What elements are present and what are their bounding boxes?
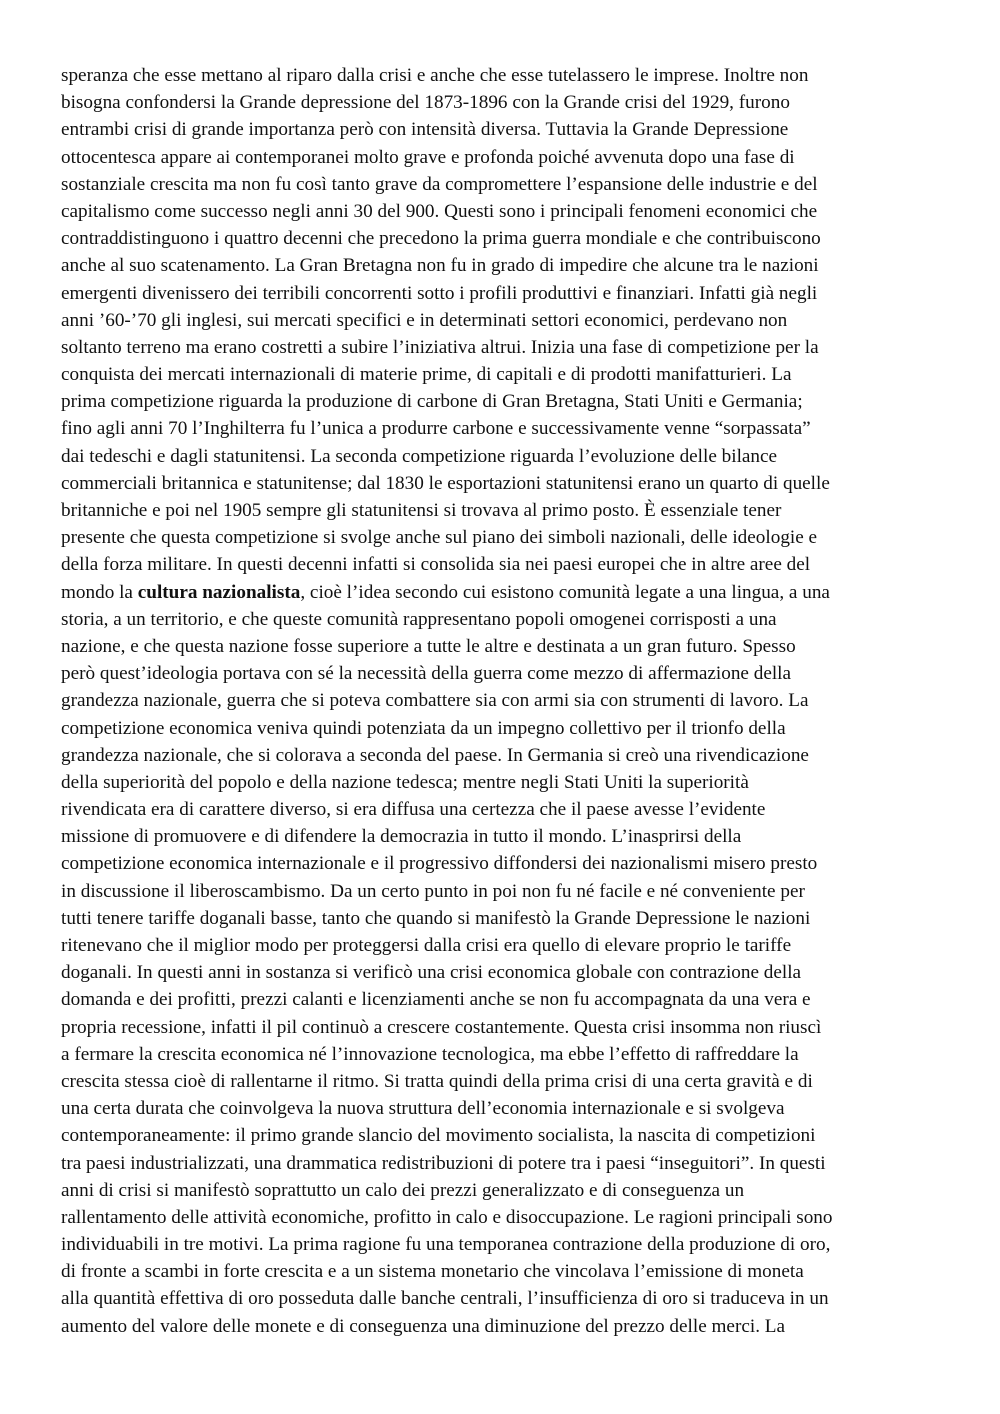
body-paragraph	[61, 62, 941, 1340]
text-line: di fronte a scambi in forte crescita e a un sistema monetario che vincolava l’emissione di moneta	[61, 1261, 804, 1283]
text-line: soltanto terreno ma erano costretti a subire l’iniziativa altrui. Inizia una fase di competizione per la	[61, 336, 819, 358]
text-line: contemporaneamente: il primo grande slancio del movimento socialista, la nascita di competizioni	[61, 1125, 816, 1147]
text-line: ottocentesca appare ai contemporanei molto grave e profonda poiché avvenuta dopo una fase di	[61, 146, 795, 168]
text-line: tutti tenere tariffe doganali basse, tanto che quando si manifestò la Grande Depressione le nazioni	[61, 907, 811, 929]
text-line: a fermare la crescita economica né l’innovazione tecnologica, ma ebbe l’effetto di raffreddare la	[61, 1043, 799, 1065]
text-line-with-bold	[61, 579, 941, 606]
text-line: ritenevano che il miglior modo per proteggersi dalla crisi era quello di elevare proprio le tariffe	[61, 935, 792, 956]
text-line: speranza che esse mettano al riparo dalla crisi e anche che esse tutelassero le imprese. Inoltre non	[61, 65, 809, 86]
text-line: anche al suo scatenamento. La Gran Bretagna non fu in grado di impedire che alcune tra le nazioni	[61, 255, 819, 277]
text-line: rallentamento delle attività economiche, profitto in calo e disoccupazione. Le ragioni principali sono	[61, 1206, 833, 1228]
text-line: presente che questa competizione si svolge anche sul piano dei simboli nazionali, delle ideologie e	[61, 527, 818, 549]
text-line: grandezza nazionale, guerra che si poteva combattere sia con armi sia con strumenti di lavoro. La	[61, 690, 809, 712]
document-page	[61, 62, 941, 1340]
text-line: conquista dei mercati internazionali di materie prime, di capitali e di prodotti manifatturieri. La	[61, 364, 792, 386]
text-line: capitalismo come successo negli anni 30 del 900. Questi sono i principali fenomeni economici che	[61, 200, 818, 222]
text-line: dai tedeschi e dagli statunitensi. La seconda competizione riguarda l’evoluzione delle bilance	[61, 445, 778, 467]
text-line: in discussione il liberoscambismo. Da un certo punto in poi non fu né facile e né conveniente per	[61, 880, 805, 902]
text-line: competizione economica veniva quindi potenziata da un impegno collettivo per il trionfo della	[61, 717, 786, 739]
text-line: fino agli anni 70 l’Inghilterra fu l’unica a produrre carbone e successivamente venne “sorpassata”	[61, 418, 811, 440]
text-run: , cioè l’idea secondo cui esistono comunità legate a una lingua, a una	[300, 581, 830, 603]
text-line: della superiorità del popolo e della nazione tedesca; mentre negli Stati Uniti la superiorità	[61, 771, 749, 793]
text-line: doganali. In questi anni in sostanza si verificò una crisi economica globale con contrazione della	[61, 962, 802, 984]
text-line: commerciali britannica e statunitense; dal 1830 le esportazioni statunitensi erano un quarto di quelle	[61, 472, 830, 494]
text-line: anni di crisi si manifestò soprattutto un calo dei prezzi generalizzato e di conseguenza un	[61, 1179, 745, 1201]
text-line: rivendicata era di carattere diverso, si era diffusa una certezza che il paese avesse l’evidente	[61, 799, 766, 821]
text-line: della forza militare. In questi decenni infatti si consolida sia nei paesi europei che in altre aree del	[61, 554, 811, 576]
text-line: anni ’60-’70 gli inglesi, sui mercati specifici e in determinati settori economici, perdevano non	[61, 309, 788, 331]
text-line: storia, a un territorio, e che queste comunità rappresentano popoli omogenei corrisposti a una	[61, 608, 777, 630]
text-line: contraddistinguono i quattro decenni che precedono la prima guerra mondiale e che contribuiscono	[61, 228, 821, 250]
text-line: emergenti divenissero dei terribili concorrenti sotto i profili produttivi e finanziari. Infatti già negli	[61, 282, 818, 304]
text-line: entrambi crisi di grande importanza però con intensità diversa. Tuttavia la Grande Depressione	[61, 119, 789, 141]
text-line: aumento del valore delle monete e di conseguenza una diminuzione del prezzo delle merci. La	[61, 1315, 786, 1337]
text-line: individuabili in tre motivi. La prima ragione fu una temporanea contrazione della produzione di oro,	[61, 1234, 831, 1256]
text-line: propria recessione, infatti il pil continuò a crescere costantemente. Questa crisi insomma non riuscì	[61, 1016, 822, 1038]
text-line: domanda e dei profitti, prezzi calanti e licenziamenti anche se non fu accompagnata da una vera e	[61, 989, 811, 1011]
text-line: britanniche e poi nel 1905 sempre gli statunitensi si trovava al primo posto. È essenziale tener	[61, 500, 782, 521]
text-line: missione di promuovere e di difendere la democrazia in tutto il mondo. L’inasprirsi della	[61, 826, 742, 848]
text-line: nazione, e che questa nazione fosse superiore a tutte le altre e destinata a un gran futuro. Spesso	[61, 635, 796, 657]
text-line: grandezza nazionale, che si colorava a seconda del paese. In Germania si creò una rivendicazione	[61, 744, 809, 766]
text-line: competizione economica internazionale e il progressivo diffondersi dei nazionalismi misero presto	[61, 853, 818, 875]
text-line: tra paesi industrializzati, una drammatica redistribuzioni di potere tra i paesi “inseguitori”. In questi	[61, 1152, 826, 1174]
text-line: bisogna confondersi la Grande depressione del 1873-1896 con la Grande crisi del 1929, furono	[61, 92, 790, 114]
text-line: alla quantità effettiva di oro posseduta dalle banche centrali, l’insufficienza di oro si traduceva in un	[61, 1288, 829, 1310]
text-line: una certa durata che coinvolgeva la nuova struttura dell’economia internazionale e si svolgeva	[61, 1098, 785, 1120]
text-run: mondo la	[61, 581, 138, 603]
text-line: prima competizione riguarda la produzione di carbone di Gran Bretagna, Stati Uniti e Germania;	[61, 391, 803, 413]
text-line: sostanziale crescita ma non fu così tanto grave da compromettere l’espansione delle industrie e del	[61, 173, 818, 195]
text-line: però quest’ideologia portava con sé la necessità della guerra come mezzo di affermazione della	[61, 663, 792, 685]
bold-term: cultura nazionalista	[137, 581, 301, 603]
text-line: crescita stessa cioè di rallentarne il ritmo. Si tratta quindi della prima crisi di una certa gravità e di	[61, 1070, 813, 1092]
